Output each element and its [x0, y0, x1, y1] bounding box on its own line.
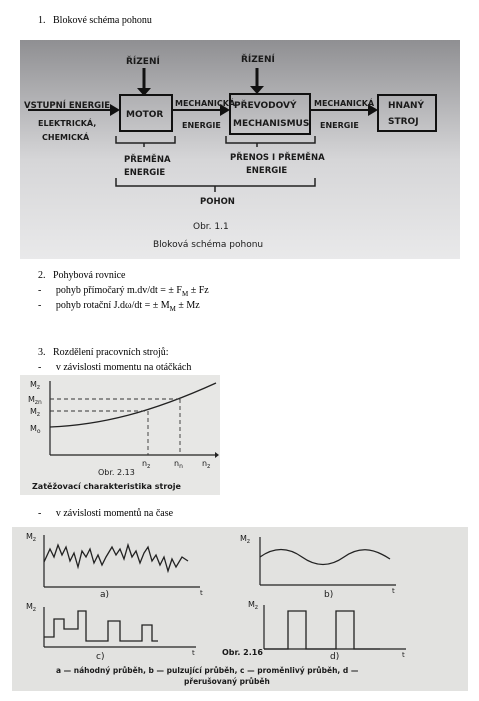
equation-rotational-sub: M [169, 305, 176, 313]
graph-b-label: b) [324, 590, 334, 600]
graph-b-t: t [392, 587, 395, 595]
figure-1-caption: Bloková schéma pohonu [153, 240, 264, 250]
mech-energy-1a: MECHANICKÁ [175, 99, 236, 108]
conversion-label-1: PŘEMĚNA [124, 155, 171, 165]
bullet-dash: - [38, 362, 42, 373]
label-mzn: $M_{zn}$ [28, 395, 42, 406]
scan-background [20, 40, 460, 259]
axis-label-mz: $M_z$ [30, 380, 41, 391]
equation-rotational-tail: ± Mz [175, 300, 200, 311]
figure-2-16-legend-2: přerušovaný průběh [184, 677, 270, 686]
graph-c-mz: $M_z$ [26, 602, 37, 613]
graph-c-t: t [192, 649, 195, 657]
machine-label-1: HNANÝ [388, 101, 425, 111]
mech-energy-2a: MECHANICKÁ [314, 99, 375, 108]
section-1-heading: 1. Blokové schéma pohonu [38, 15, 152, 26]
equation-linear-sub: M [181, 290, 189, 298]
section-3-heading: 3. Rozdělení pracovních strojů: [38, 347, 169, 358]
equation-rotational-text: pohyb rotační J.dω/dt = ± M [55, 300, 170, 311]
conversion-label-2: ENERGIE [124, 168, 166, 178]
graph-d-label: d) [330, 652, 340, 662]
bullet-dash: - [38, 285, 42, 296]
load-characteristic-figure [20, 375, 220, 495]
block-diagram-svg [20, 40, 460, 259]
graph-d-t: t [402, 651, 405, 659]
drive-label: POHON [200, 197, 235, 207]
bullet-time-dependency [38, 508, 173, 520]
label-nz: $n_z$ [142, 459, 151, 470]
bullet-dash: - [38, 300, 42, 311]
motor-label: MOTOR [126, 110, 164, 120]
block-diagram-figure [20, 40, 460, 259]
gear-label-1: PŘEVODOVÝ [234, 101, 297, 111]
equation-linear-text: pohyb přímočarý m.dv/dt = ± F [55, 285, 182, 296]
control-label-1: ŘÍZENÍ [126, 57, 160, 67]
label-nz-axis: $n_z$ [202, 459, 211, 470]
graph-b-mz: $M_z$ [240, 534, 251, 545]
transmission-label-1: PŘENOS I PŘEMĚNA [230, 153, 325, 163]
figure-2-16-legend-1: a — náhodný průběh, b — pulzující průběh, c — proměnlivý průběh, d — [56, 666, 359, 675]
section-2-heading: 2. Pohybová rovnice [38, 270, 126, 281]
equation-linear-tail: ± Fz [188, 285, 209, 296]
figure-2-16-number: Obr. 2.16 [222, 648, 263, 657]
input-energy-label: VSTUPNÍ ENERGIE [24, 101, 111, 111]
label-mo: $M_o$ [30, 424, 41, 435]
transmission-label-2: ENERGIE [246, 166, 288, 176]
figure-2-13-number: Obr. 2.13 [98, 468, 135, 477]
graph-a-mz: $M_z$ [26, 532, 37, 543]
gear-label-2: MECHANISMUS [233, 119, 310, 129]
graph-c-label: c) [96, 652, 105, 662]
graph-a-label: a) [100, 590, 110, 600]
machine-label-2: STROJ [388, 117, 419, 127]
control-label-2: ŘÍZENÍ [241, 55, 275, 65]
bullet-dash: - [38, 508, 42, 519]
mech-energy-2b: ENERGIE [320, 121, 359, 130]
equation-rotational [38, 300, 200, 315]
label-mz: $M_z$ [30, 407, 41, 418]
label-nn: $n_n$ [174, 459, 183, 470]
figure-2-13-caption: Zatěžovací charakteristika stroje [32, 482, 181, 491]
torque-time-svg [12, 527, 468, 691]
mech-energy-1b: ENERGIE [182, 121, 221, 130]
equation-linear [38, 285, 209, 300]
torque-time-figure [12, 527, 468, 691]
electric-label: ELEKTRICKÁ, [38, 119, 97, 128]
load-characteristic-svg [20, 375, 220, 495]
bullet-speed-dependency [38, 362, 191, 374]
figure-1-number: Obr. 1.1 [193, 222, 229, 232]
graph-d-mz: $M_z$ [248, 600, 259, 611]
bullet-time-text: v závislosti momentů na čase [55, 508, 174, 519]
chemical-label: CHEMICKÁ [42, 133, 90, 142]
bullet-speed-text: v závislosti momentu na otáčkách [55, 362, 192, 373]
graph-a-t: t [200, 589, 203, 597]
